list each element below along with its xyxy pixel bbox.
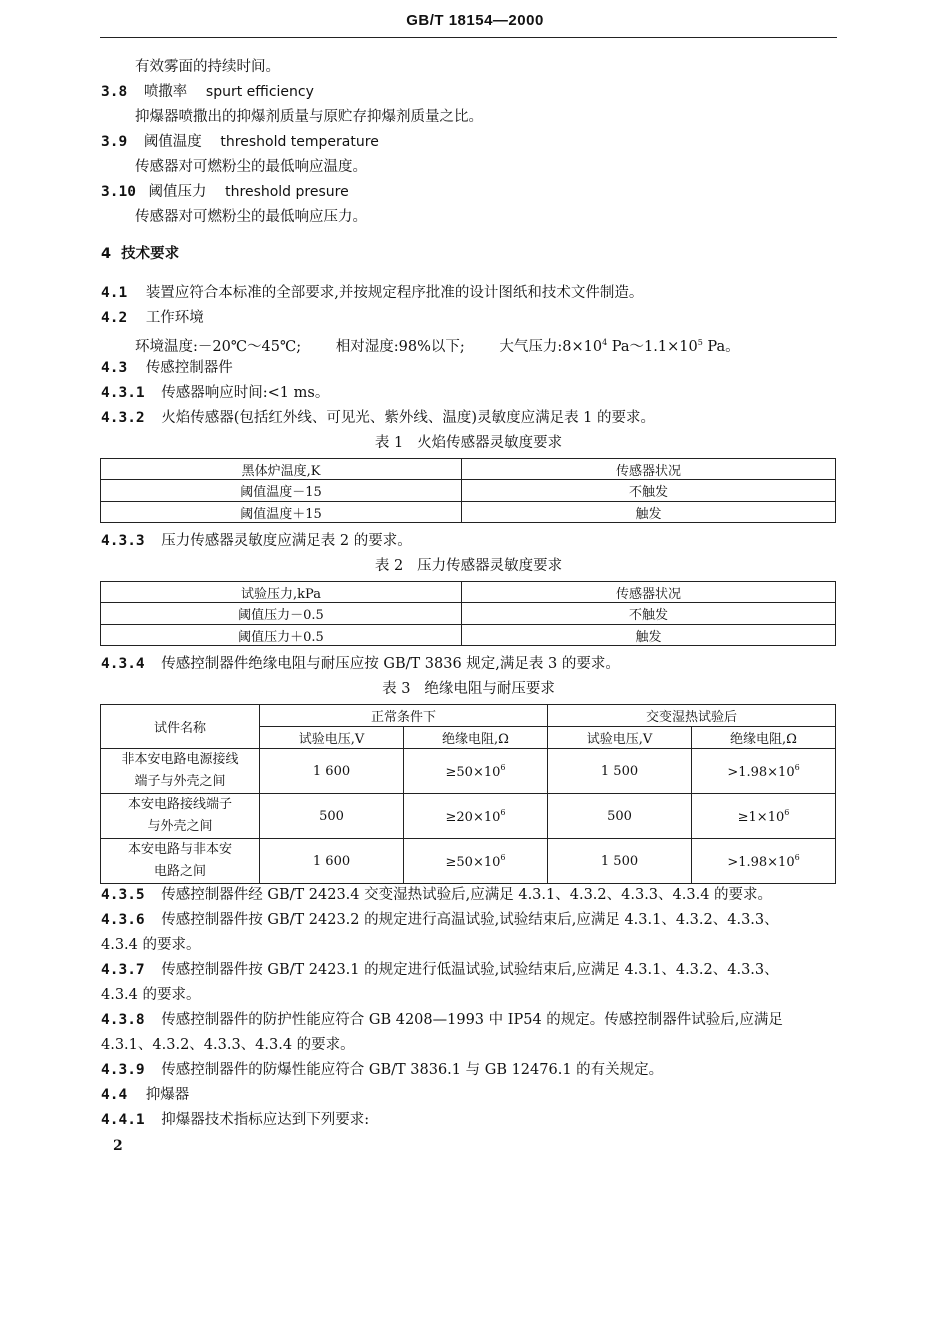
page-number: 2 (113, 1138, 123, 1154)
clause-title: 阈值压力 (148, 184, 207, 200)
table-subheader: 绝缘电阻,Ω (692, 727, 836, 749)
table-cell (101, 839, 260, 884)
table1-caption: 表 1 火焰传感器灵敏度要求 (374, 435, 563, 451)
clause-4-3-9 (101, 1060, 663, 1080)
clause-4-3-1 (101, 383, 329, 403)
cell-text: ≥20×10 (445, 809, 501, 825)
clause-4-4 (101, 1085, 189, 1105)
clause-4-3-2 (101, 408, 655, 428)
table2-caption: 表 2 压力传感器灵敏度要求 (374, 558, 563, 574)
table-cell: 阈值温度－15 (101, 480, 462, 502)
clause-text: 传感控制器件 (145, 360, 233, 376)
clause-4-1 (101, 283, 643, 303)
table-cell: 1 500 (548, 839, 692, 884)
table-row (101, 794, 836, 839)
clause-4-3-3 (101, 531, 412, 551)
section-4-heading: 4 技术要求 (101, 246, 180, 262)
exponent: 6 (500, 807, 506, 817)
clause-text: 传感控制器件的防护性能应符合 GB 4208—1993 中 IP54 的规定。传感控制器件试验后,应满足 (161, 1012, 783, 1028)
exponent: 6 (794, 852, 800, 862)
table-row (101, 625, 836, 646)
clause-3-10 (101, 182, 349, 202)
table-cell (101, 749, 260, 794)
exponent: 5 (697, 338, 703, 347)
table-header: 黑体炉温度,K (101, 459, 462, 480)
exponent: 6 (784, 807, 790, 817)
table-subheader: 试验电压,V (548, 727, 692, 749)
clause-number: 4.3.3 (101, 533, 145, 549)
clause-number: 4.3.5 (101, 887, 145, 903)
table-header: 传感器状况 (462, 459, 836, 480)
table3-caption: 表 3 绝缘电阻与耐压要求 (382, 681, 555, 697)
env-pressure-part: 大气压力:8×10 (499, 339, 603, 355)
env-temperature: 环境温度:－20℃～45℃; (135, 339, 302, 355)
exponent: 6 (500, 852, 506, 862)
environment-line (135, 333, 740, 357)
cell-text: 本安电路与非本安 (127, 842, 232, 857)
table-header-group: 正常条件下 (260, 705, 548, 727)
table-row (101, 502, 836, 523)
table-header-group: 交变湿热试验后 (548, 705, 836, 727)
table-cell (692, 749, 836, 794)
clause-number: 4.3.1 (101, 385, 145, 401)
table2 (100, 581, 836, 646)
table-cell: 触发 (462, 502, 836, 523)
table-cell (101, 794, 260, 839)
clause-4-3-6 (101, 910, 779, 930)
text-line: 4.3.1、4.3.2、4.3.3、4.3.4 的要求。 (101, 1037, 355, 1053)
cell-text: >1.98×10 (727, 764, 795, 780)
clause-english: threshold presure (225, 184, 349, 200)
clause-number: 3.9 (101, 134, 128, 150)
cell-text: ≥1×10 (737, 809, 785, 825)
cell-text: 电路之间 (153, 864, 206, 879)
table-cell: 阈值压力－0.5 (101, 603, 462, 625)
table-cell: 不触发 (462, 603, 836, 625)
clause-number: 4.4 (101, 1087, 128, 1103)
cell-text: ≥50×10 (445, 764, 501, 780)
standard-header: GB/T 18154—2000 (406, 12, 544, 29)
table-cell (692, 794, 836, 839)
clause-4-2 (101, 308, 204, 328)
table-header: 试件名称 (101, 705, 260, 749)
table-cell: 500 (260, 794, 404, 839)
text-line: 4.3.4 的要求。 (101, 987, 201, 1003)
text-line: 传感器对可燃粉尘的最低响应温度。 (135, 159, 367, 175)
clause-number: 4.3.2 (101, 410, 145, 426)
clause-text: 火焰传感器(包括红外线、可见光、紫外线、温度)灵敏度应满足表 1 的要求。 (161, 410, 656, 426)
env-pressure-part: Pa～1.1×10 (607, 339, 698, 355)
table-header-row (101, 459, 836, 480)
table-cell (692, 839, 836, 884)
clause-number: 4.3 (101, 360, 128, 376)
table-subheader: 绝缘电阻,Ω (404, 727, 548, 749)
table-cell: 1 600 (260, 749, 404, 794)
clause-4-3-7 (101, 960, 779, 980)
table-header-row (101, 705, 836, 727)
clause-number: 4.1 (101, 285, 128, 301)
table1 (100, 458, 836, 523)
table-cell: 1 600 (260, 839, 404, 884)
cell-text: 本安电路接线端子 (127, 797, 232, 812)
clause-text: 传感控制器件的防爆性能应符合 GB/T 3836.1 与 GB 12476.1 的有关规定。 (161, 1062, 664, 1078)
table-cell: 1 500 (548, 749, 692, 794)
table-cell: 500 (548, 794, 692, 839)
table-header: 试验压力,kPa (101, 582, 462, 603)
clause-number: 4.3.8 (101, 1012, 145, 1028)
clause-text: 工作环境 (145, 310, 204, 326)
clause-4-3-5 (101, 885, 772, 905)
clause-number: 4.2 (101, 310, 128, 326)
table-cell: 触发 (462, 625, 836, 646)
clause-english: threshold temperature (220, 134, 379, 150)
clause-title: 喷撒率 (143, 84, 188, 100)
exponent: 6 (794, 762, 800, 772)
clause-title: 阈值温度 (143, 134, 202, 150)
clause-number: 3.10 (101, 184, 136, 200)
table-row (101, 749, 836, 794)
exponent: 4 (602, 338, 608, 347)
cell-text: 非本安电路电源接线 (121, 752, 239, 767)
clause-text: 装置应符合本标准的全部要求,并按规定程序批准的设计图纸和技术文件制造。 (145, 285, 644, 301)
text-line: 抑爆器喷撒出的抑爆剂质量与原贮存抑爆剂质量之比。 (135, 109, 483, 125)
clause-4-3-4 (101, 654, 620, 674)
cell-text: 端子与外壳之间 (134, 774, 226, 789)
table-row (101, 603, 836, 625)
table-row (101, 480, 836, 502)
table-row (101, 839, 836, 884)
clause-number: 4.3.4 (101, 656, 145, 672)
cell-text: >1.98×10 (727, 854, 795, 870)
clause-text: 传感控制器件按 GB/T 2423.2 的规定进行高温试验,试验结束后,应满足 4.3.1、4.3.2、4.3.3、 (161, 912, 779, 928)
clause-text: 传感控制器件按 GB/T 2423.1 的规定进行低温试验,试验结束后,应满足 4.3.1、4.3.2、4.3.3、 (161, 962, 779, 978)
clause-english: spurt efficiency (205, 84, 314, 100)
clause-4-3-8 (101, 1010, 783, 1030)
env-humidity: 相对湿度:98%以下; (335, 339, 465, 355)
table-cell (404, 839, 548, 884)
clause-3-8 (101, 82, 314, 102)
clause-number: 4.4.1 (101, 1112, 145, 1128)
cell-text: 与外壳之间 (147, 819, 213, 834)
table-subheader: 试验电压,V (260, 727, 404, 749)
table-header: 传感器状况 (462, 582, 836, 603)
clause-number: 4.3.6 (101, 912, 145, 928)
table-cell: 阈值温度＋15 (101, 502, 462, 523)
text-line: 有效雾面的持续时间。 (135, 59, 280, 75)
clause-text: 传感控制器件绝缘电阻与耐压应按 GB/T 3836 规定,满足表 3 的要求。 (161, 656, 620, 672)
env-pressure-part: Pa。 (702, 339, 740, 355)
header-rule (100, 37, 837, 38)
text-line: 传感器对可燃粉尘的最低响应压力。 (135, 209, 367, 225)
clause-3-9 (101, 132, 379, 152)
clause-text: 传感控制器件经 GB/T 2423.4 交变湿热试验后,应满足 4.3.1、4.3.2、4.3.3、4.3.4 的要求。 (161, 887, 773, 903)
clause-number: 4.3.9 (101, 1062, 145, 1078)
clause-number: 3.8 (101, 84, 128, 100)
exponent: 6 (500, 762, 506, 772)
cell-text: ≥50×10 (445, 854, 501, 870)
clause-text: 抑爆器 (145, 1087, 190, 1103)
table-cell (404, 794, 548, 839)
table3 (100, 704, 836, 884)
clause-text: 压力传感器灵敏度应满足表 2 的要求。 (161, 533, 412, 549)
clause-text: 抑爆器技术指标应达到下列要求: (161, 1112, 370, 1128)
env-pressure (499, 339, 739, 355)
table-cell: 不触发 (462, 480, 836, 502)
text-line: 4.3.4 的要求。 (101, 937, 201, 953)
table-header-row (101, 582, 836, 603)
clause-4-4-1 (101, 1110, 369, 1130)
table-cell (404, 749, 548, 794)
table-cell: 阈值压力＋0.5 (101, 625, 462, 646)
clause-number: 4.3.7 (101, 962, 145, 978)
clause-text: 传感器响应时间:<1 ms。 (161, 385, 330, 401)
clause-4-3 (101, 358, 233, 378)
